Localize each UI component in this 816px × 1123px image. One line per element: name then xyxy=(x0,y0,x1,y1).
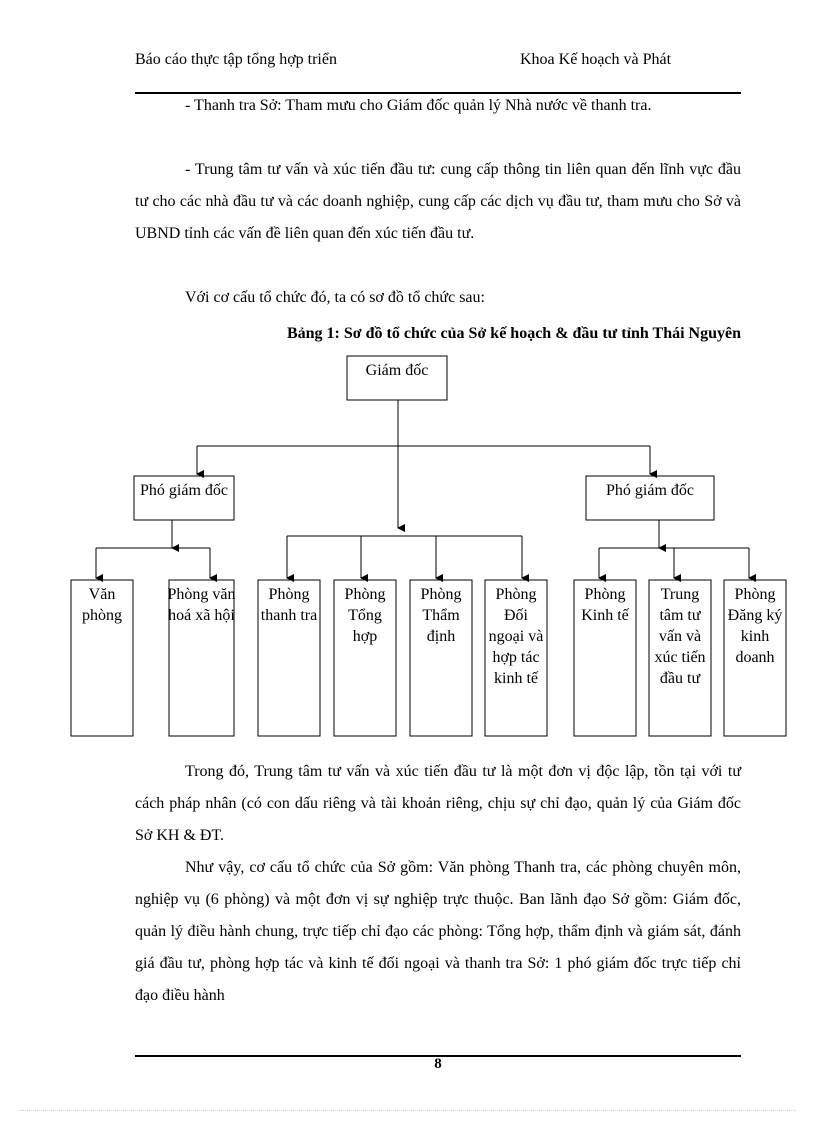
page-edge xyxy=(20,1110,796,1111)
paragraph-thanh-tra: - Thanh tra Sở: Tham mưu cho Giám đốc quản lý Nhà nước về thanh tra. xyxy=(185,97,652,114)
unit-tham-dinh-label: Phòng Thẩm định xyxy=(420,586,462,645)
deputy-left-label: Phó giám đốc xyxy=(140,482,228,499)
unit-doi-ngoai-label: Phòng Đối ngoại và hợp tác kinh tế xyxy=(488,586,544,687)
unit-van-hoa-label: Phòng văn hoá xã hội xyxy=(167,586,236,624)
unit-dang-ky-label: Phòng Đăng ký kinh doanh xyxy=(727,586,783,666)
table-title: Bảng 1: Sơ đồ tổ chức của Sở kế hoạch & đầu tư tỉnh Thái Nguyên xyxy=(286,325,741,342)
header-report-title: Báo cáo thực tập tổng hợp triển xyxy=(135,51,337,68)
paragraph-intro-chart: Với cơ cấu tổ chức đó, ta có sơ đồ tổ chức sau: xyxy=(185,289,485,306)
deputy-right-label: Phó giám đốc xyxy=(606,482,694,499)
unit-tong-hop-label: Phòng Tổng hợp xyxy=(344,586,386,645)
page-number: 8 xyxy=(434,1056,442,1072)
paragraph-trung-tam: - Trung tâm tư vấn và xúc tiến đầu tư: cung cấp thông tin liên quan đến lĩnh vực đầu tư cho các nhà đầu tư và các doanh nghiệp, cung cấp các dịch vụ đầu tư, tham mưu cho Sở và UBND tỉnh các vấn đề liên quan đến xúc tiến đầu tư. xyxy=(135,161,741,242)
paragraph-trung-tam-independent: Trong đó, Trung tâm tư vấn và xúc tiến đầu tư là một đơn vị độc lập, tồn tại với tư cách pháp nhân (có con dấu riêng và tài khoản riêng, chịu sự chỉ đạo, quản lý của Giám đốc Sở KH & ĐT. xyxy=(135,763,741,844)
unit-kinh-te-label: Phòng Kinh tế xyxy=(581,586,629,624)
director-label: Giám đốc xyxy=(365,362,429,379)
unit-thanh-tra-label: Phòng thanh tra xyxy=(260,586,318,624)
unit-van-phong-label: Văn phòng xyxy=(82,586,122,624)
header-faculty: Khoa Kế hoạch và Phát xyxy=(520,51,672,68)
unit-trung-tam-label: Trung tâm tư vấn và xúc tiến đầu tư xyxy=(654,586,706,687)
paragraph-co-cau: Như vậy, cơ cấu tổ chức của Sở gồm: Văn phòng Thanh tra, các phòng chuyên môn, nghiệp vụ (6 phòng) và một đơn vị sự nghiệp trực thuộc. Ban lãnh đạo Sở gồm: Giám đốc, quản lý điều hành chung, trực tiếp chỉ đạo các phòng: Tổng hợp, thẩm định và giám sát, đánh giá đầu tư, phòng hợp tác và kinh tế đối ngoại và thanh tra Sở: 1 phó giám đốc trực tiếp chỉ đạo điều hành xyxy=(135,859,741,1004)
